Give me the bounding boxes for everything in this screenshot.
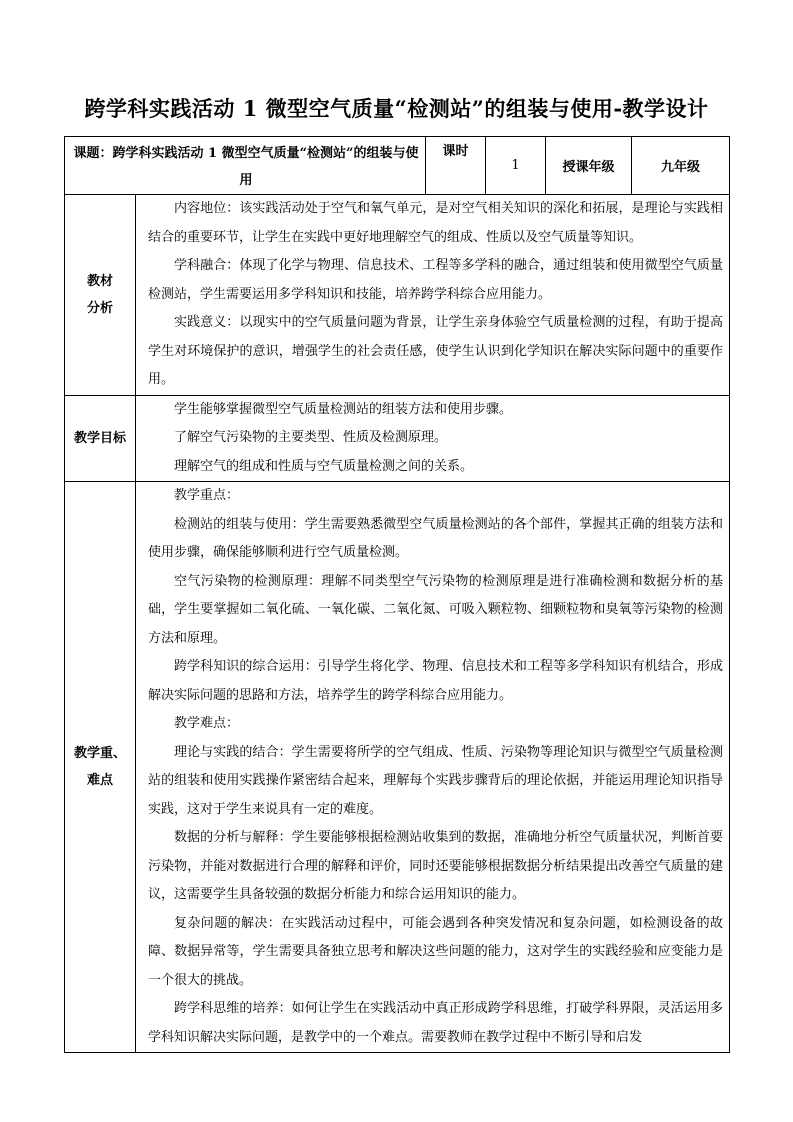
header-row [65, 137, 730, 195]
grade-value: 九年级 [660, 160, 700, 175]
content-paragraph: 空气污染物的检测原理：理解不同类型空气污染物的检测原理是进行准确检测和数据分析的基础，学生要掌握如二氧化硫、一氧化碳、二氧化氮、可吸入颗粒物、细颗粒物和臭氧等污染物的检测方法和原理。 [148, 573, 723, 646]
section-row-key-difficult-points [65, 482, 730, 1053]
course-title-cell [65, 137, 426, 195]
grade-label-cell [546, 137, 632, 195]
grade-label: 授课年级 [562, 160, 615, 175]
content-paragraph: 内容地位：该实践活动处于空气和氧气单元，是对空气相关知识的深化和拓展，是理论与实践相结合的重要环节，让学生在实践中更好地理解空气的组成、性质以及空气质量等知识。 [148, 201, 723, 245]
grade-value-cell [632, 137, 730, 195]
content-paragraph: 检测站的组装与使用：学生需要熟悉微型空气质量检测站的各个部件，掌握其正确的组装方法和使用步骤，确保能够顺利进行空气质量检测。 [148, 516, 723, 560]
content-paragraph: 跨学科思维的培养：如何让学生在实践活动中真正形成跨学科思维，打破学科界限，灵活运用多学科知识解决实际问题，是教学中的一个难点。需要教师在教学过程中不断引导和启发 [148, 1001, 723, 1045]
section-content [136, 195, 730, 396]
section-row-textbook-analysis [65, 195, 730, 396]
hours-value-cell [486, 137, 546, 195]
content-paragraph: 学生能够掌握微型空气质量检测站的组装方法和使用步骤。 [174, 401, 513, 417]
section-label-cell [65, 482, 136, 1053]
section-label-cell [65, 395, 136, 482]
section-label-line: 教学重、 [73, 746, 126, 761]
content-paragraph: 学科融合：体现了化学与物理、信息技术、工程等多学科的融合，通过组装和使用微型空气质量检测站，学生需要运用多学科知识和技能，培养跨学科综合应用能力。 [148, 258, 723, 302]
content-paragraph: 跨学科知识的综合运用：引导学生将化学、物理、信息技术和工程等多学科知识有机结合，形成解决实际问题的思路和方法，培养学生的跨学科综合应用能力。 [148, 659, 723, 703]
hours-label: 课时 [442, 144, 469, 159]
hours-label-cell [426, 137, 486, 195]
lesson-plan-table [64, 136, 730, 1053]
section-label-line: 教学目标 [73, 430, 126, 446]
content-paragraph: 数据的分析与解释：学生要能够根据检测站收集到的数据，准确地分析空气质量状况，判断首要污染物，并能对数据进行合理的解释和评价，同时还要能够根据数据分析结果提出改善空气质量的建议，这需要学生具备较强的数据分析能力和综合运用知识的能力。 [148, 830, 723, 902]
document-title: 跨学科实践活动 1 微型空气质量“检测站”的组装与使用-教学设计 [84, 96, 709, 121]
section-label-line: 分析 [86, 300, 113, 316]
section-row-teaching-goals [65, 395, 730, 482]
section-label-cell [65, 195, 136, 396]
content-paragraph: 理解空气的组成和性质与空气质量检测之间的关系。 [174, 458, 474, 474]
hours-value: 1 [511, 158, 520, 173]
section-content [136, 482, 730, 1053]
section-label-line: 难点 [86, 773, 113, 788]
course-title: 课题：跨学科实践活动 1 微型空气质量“检测站”的组装与使用 [73, 146, 419, 188]
content-paragraph: 复杂问题的解决：在实践活动过程中，可能会遇到各种突发情况和复杂问题，如检测设备的故障、数据异常等，学生需要具备独立思考和解决这些问题的能力，这对学生的实践经验和应变能力是一个很大的挑战。 [148, 915, 723, 988]
section-label-line: 教材 [86, 273, 113, 289]
content-paragraph: 实践意义：以现实中的空气质量问题为背景，让学生亲身体验空气质量检测的过程，有助于提高学生对环境保护的意识，增强学生的社会责任感，使学生认识到化学知识在解决实际问题中的重要作用。 [148, 315, 723, 387]
section-content [136, 395, 730, 482]
content-paragraph: 教学难点： [174, 716, 240, 731]
content-paragraph: 理论与实践的结合：学生需要将所学的空气组成、性质、污染物等理论知识与微型空气质量检测站的组装和使用实践操作紧密结合起来，理解每个实践步骤背后的理论依据，并能运用理论知识指导实践，这对于学生来说具有一定的难度。 [148, 744, 723, 817]
content-paragraph: 了解空气污染物的主要类型、性质及检测原理。 [174, 430, 448, 445]
content-paragraph: 教学重点： [174, 488, 240, 503]
